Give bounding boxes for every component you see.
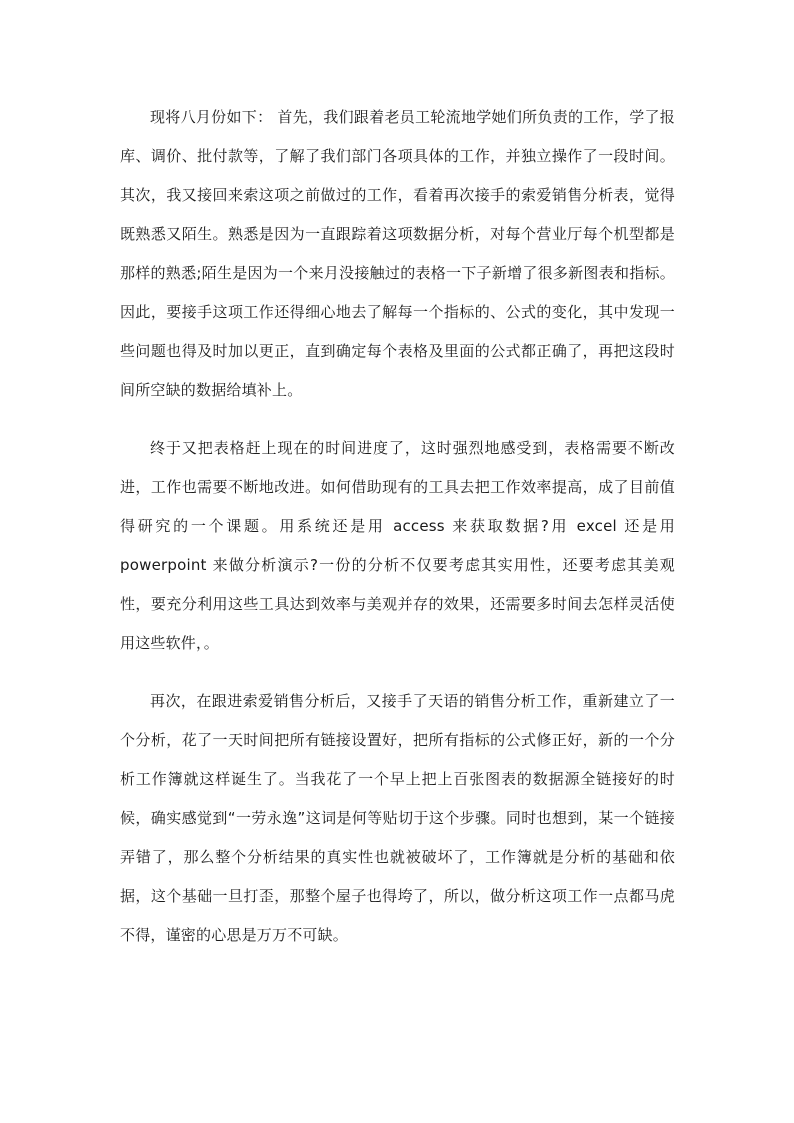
paragraph-2: 终于又把表格赶上现在的时间进度了，这时强烈地感受到，表格需要不断改进，工作也需要不断地改进。如何借助现有的工具去把工作效率提高，成了目前值得研究的一个课题。用系统还是用 access 来获取数据?用 excel 还是用 powerpoint 来做分析演示?一份的分析不仅要考虑其实用性，还要考虑其美观性，要充分利用这些工具达到效率与美观并存的效果，还需要多时间去怎样灵活使用这些软件，。 [120, 439, 675, 652]
document-body [120, 98, 675, 955]
paragraph-1: 现将八月份如下： 首先，我们跟着老员工轮流地学她们所负责的工作，学了报库、调价、批付款等，了解了我们部门各项具体的工作，并独立操作了一段时间。 其次，我又接回来索这项之前做过的工作，看着再次接手的索爱销售分析表，觉得既熟悉又陌生。熟悉是因为一直跟踪着这项数据分析，对每个营业厅每个机型都是那样的熟悉;陌生是因为一个来月没接触过的表格一下子新增了很多新图表和指标。因此，要接手这项工作还得细心地去了解每一个指标的、公式的变化，其中发现一些问题也得及时加以更正，直到确定每个表格及里面的公式都正确了，再把这段时间所空缺的数据给填补上。 [120, 108, 675, 399]
paragraph-3: 再次，在跟进索爱销售分析后，又接手了天语的销售分析工作，重新建立了一个分析，花了一天时间把所有链接设置好，把所有指标的公式修正好，新的一个分析工作簿就这样诞生了。当我花了一个早上把上百张图表的数据源全链接好的时候，确实感觉到“一劳永逸”这词是何等贴切于这个步骤。同时也想到，某一个链接弄错了，那么整个分析结果的真实性也就被破坏了，工作簿就是分析的基础和依据，这个基础一旦打歪，那整个屋子也得垮了，所以，做分析这项工作一点都马虎不得，谨密的心思是万万不可缺。 [120, 692, 675, 944]
